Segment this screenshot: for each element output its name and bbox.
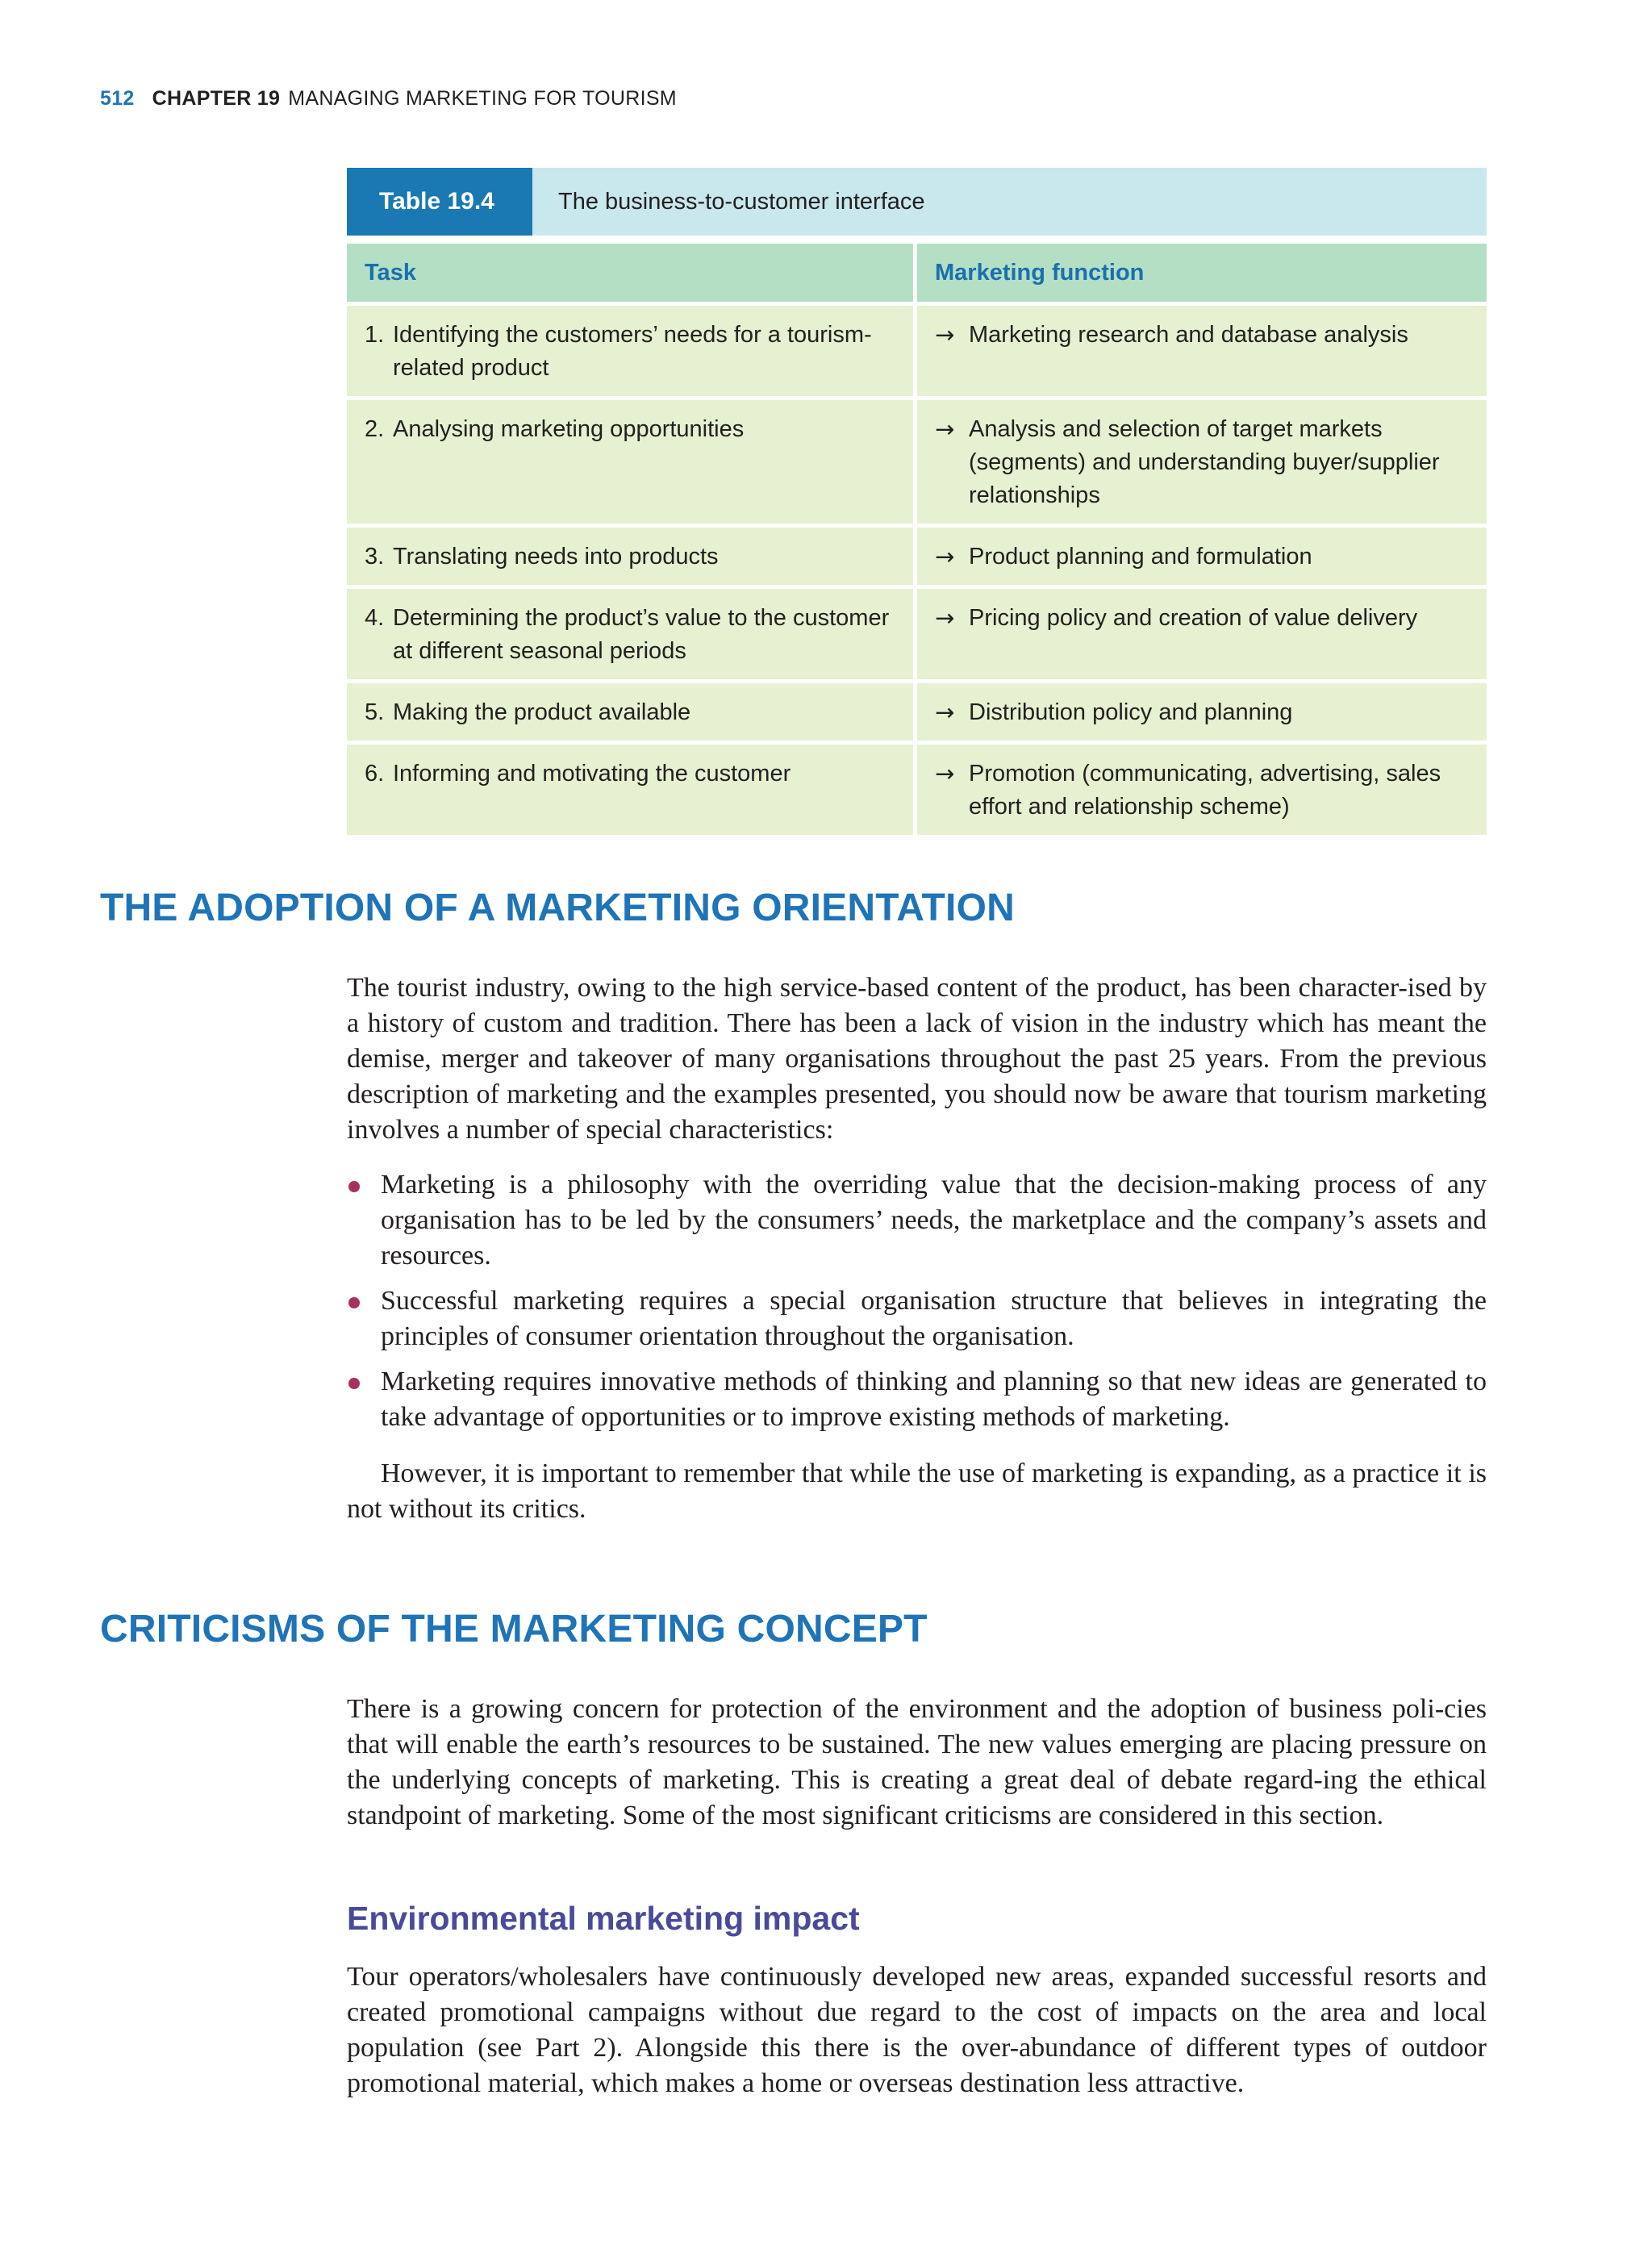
arrow-icon: →: [935, 321, 955, 348]
task-number: 3.: [365, 544, 385, 570]
table-caption: [347, 168, 1487, 236]
function-text: Distribution policy and planning: [969, 699, 1293, 725]
list-item: [347, 1364, 1487, 1435]
paragraph-environmental: Tour operators/wholesalers have continuously developed new areas, expanded successful resorts and created promotional campaigns without due regard to the cost of impacts on the area and local population (see Part 2). Alongside this there is the over-abundance of different types of outdoor promotional material, which makes a home or overseas destination less attractive.: [347, 1962, 1487, 2098]
function-cell: [917, 683, 1487, 741]
column-header-function: Marketing function: [917, 244, 1487, 302]
paragraph-closing: However, it is important to remember that while the use of marketing is expanding, as a practice it is not without its critics.: [347, 1458, 1487, 1524]
subheading-environmental: Environmental marketing impact: [347, 1900, 860, 1937]
function-cell: [917, 528, 1487, 585]
task-cell: [347, 400, 913, 524]
column-header-task: Task: [347, 244, 913, 302]
running-head: [100, 87, 677, 111]
function-text: Pricing policy and creation of value delivery: [969, 605, 1418, 631]
function-cell: [917, 745, 1487, 835]
task-text: Translating needs into products: [393, 544, 719, 570]
arrow-icon: →: [935, 415, 955, 443]
paragraph-criticisms-intro: There is a growing concern for protection of the environment and the adoption of business poli-cies that will enable the earth’s resources to be sustained. The new values emerging are placing pressure on the underlying concepts of marketing. This is creating a great deal of debate regard-ing the ethical standpoint of marketing. Some of the most significant criticisms are considered in this section.: [347, 1694, 1487, 1830]
chapter-label: CHAPTER 19: [152, 87, 281, 110]
task-text: Informing and motivating the customer: [393, 761, 791, 787]
bullet-dot: [348, 1181, 360, 1192]
bullet-text: Marketing requires innovative methods of thinking and planning so that new ideas are generated to take advantage of opportunities or to improve existing methods of marketing.: [381, 1367, 1487, 1432]
bullet-dot: [348, 1378, 360, 1389]
table-row: [347, 589, 1487, 679]
section-heading-criticisms: CRITICISMS OF THE MARKETING CONCEPT: [100, 1608, 928, 1650]
table-row: [347, 683, 1487, 741]
table-body: [347, 306, 1487, 835]
list-item: [347, 1283, 1487, 1354]
task-number: 6.: [365, 761, 385, 787]
function-cell: [917, 306, 1487, 396]
bullet-list: [347, 1167, 1487, 1445]
function-cell: [917, 400, 1487, 524]
function-text: Product planning and formulation: [969, 544, 1312, 570]
chapter-title: MANAGING MARKETING FOR TOURISM: [288, 87, 677, 110]
task-text: Making the product available: [393, 699, 691, 725]
task-cell: [347, 683, 913, 741]
table-title: The business-to-customer interface: [532, 168, 1487, 236]
task-cell: [347, 745, 913, 835]
table-row: [347, 745, 1487, 835]
task-text: Determining the product’s value to the customer at different seasonal periods: [393, 605, 890, 664]
task-number: 2.: [365, 416, 385, 442]
task-text: Identifying the customers’ needs for a tourism-related product: [393, 322, 872, 381]
table-row: [347, 400, 1487, 524]
function-text: Marketing research and database analysis: [969, 322, 1408, 348]
function-cell: [917, 589, 1487, 679]
function-text: Analysis and selection of target markets (segments) and understanding buyer/supplier relationships: [969, 416, 1440, 508]
task-text: Analysing marketing opportunities: [393, 416, 745, 442]
arrow-icon: →: [935, 760, 955, 787]
arrow-icon: →: [935, 543, 955, 570]
task-number: 4.: [365, 605, 385, 631]
table-row: [347, 528, 1487, 585]
bullet-dot: [348, 1297, 360, 1308]
task-number: 5.: [365, 699, 385, 725]
arrow-icon: →: [935, 699, 955, 726]
function-text: Promotion (communicating, advertising, sales effort and relationship scheme): [969, 761, 1441, 820]
paragraph-intro: The tourist industry, owing to the high service-based content of the product, has been character-ised by a history of custom and tradition. There has been a lack of vision in the industry which has meant the demise, merger and takeover of many organisations throughout the past 25 years. From the previous description of marketing and the examples presented, you should now be aware that tourism marketing involves a number of special characteristics:: [347, 973, 1487, 1145]
bullet-text: Successful marketing requires a special organisation structure that believes in integrating the principles of consumer orientation throughout the organisation.: [381, 1286, 1487, 1351]
section-heading-adoption: THE ADOPTION OF A MARKETING ORIENTATION: [100, 887, 1015, 929]
task-cell: [347, 528, 913, 585]
arrow-icon: →: [935, 604, 955, 632]
task-number: 1.: [365, 322, 385, 348]
page-number: 512: [100, 87, 135, 110]
task-cell: [347, 306, 913, 396]
table-header-row: [347, 244, 1487, 302]
table-19-4: [347, 168, 1487, 835]
list-item: [347, 1167, 1487, 1274]
table-label: Table 19.4: [347, 168, 532, 236]
table-row: [347, 306, 1487, 396]
task-cell: [347, 589, 913, 679]
bullet-text: Marketing is a philosophy with the overriding value that the decision-making process of any organisation has to be led by the consumers’ needs, the marketplace and the company’s assets and resources.: [381, 1170, 1487, 1271]
